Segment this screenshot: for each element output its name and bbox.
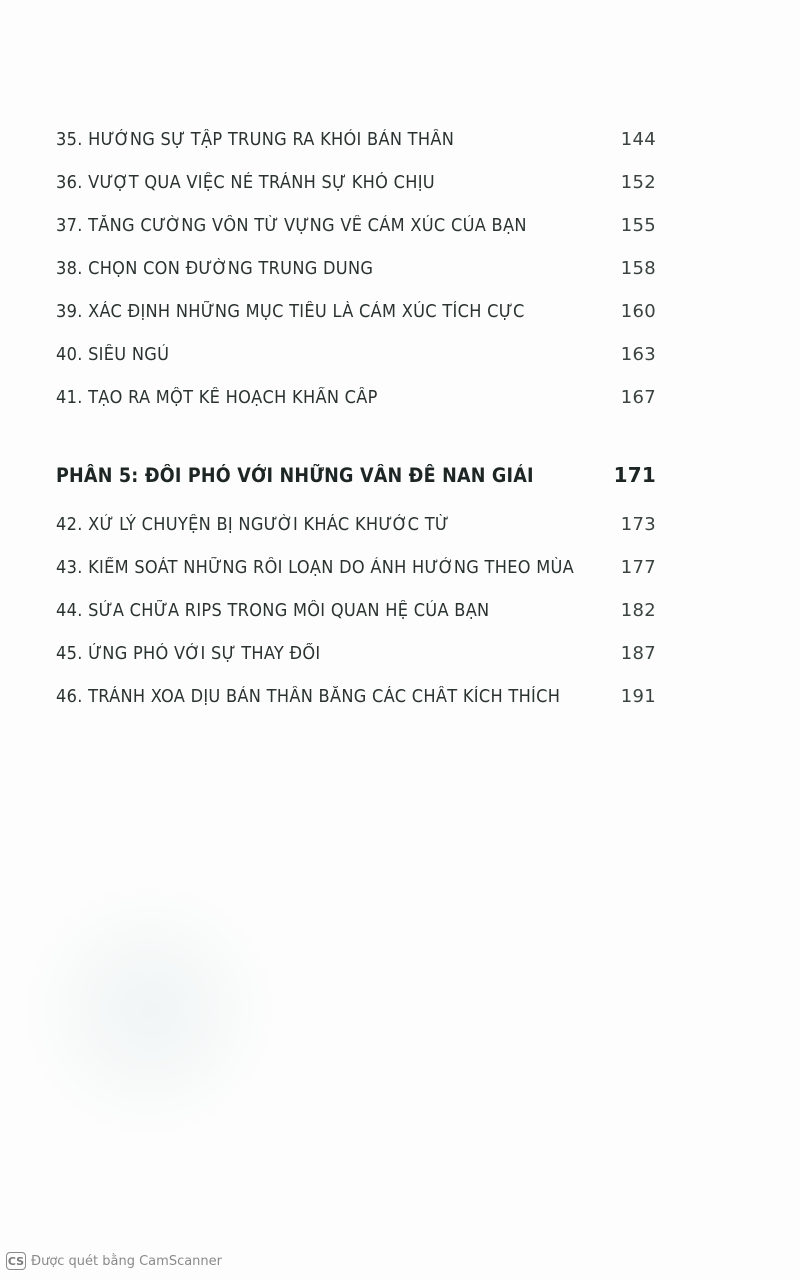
toc-entry-page: 160 [620,300,656,322]
toc-entry-page: 182 [620,599,656,621]
toc-entry-title: 38. CHỌN CON ĐƯỜNG TRUNG DUNG [56,257,374,279]
toc-entry [56,595,656,625]
toc-entry-title: 42. XỬ LÝ CHUYỆN BỊ NGƯỜI KHÁC KHƯỚC TỪ [56,513,450,535]
toc-entry-page: 152 [620,171,656,193]
toc-entry [56,509,656,539]
toc-entry-title: 35. HƯỚNG SỰ TẬP TRUNG RA KHỎI BẢN THÂN [56,128,455,150]
scanner-watermark [6,1252,222,1270]
toc-entry-title: 45. ỨNG PHÓ VỚI SỰ THAY ĐỔI [56,642,321,664]
toc-entry-page: 155 [620,214,656,236]
camscanner-logo-icon: CS [6,1252,26,1270]
toc-entry-title: 41. TẠO RA MỘT KẾ HOẠCH KHẨN CẤP [56,386,378,408]
toc-entry [56,339,656,369]
toc-entry-title: 39. XÁC ĐỊNH NHỮNG MỤC TIÊU LÀ CẢM XÚC TÍCH CỰC [56,300,525,322]
toc-entry [56,253,656,283]
toc-part-heading [56,460,656,490]
toc-part-page: 171 [613,463,656,487]
toc-entry [56,210,656,240]
toc-entry-page: 187 [620,642,656,664]
toc-entry-title: 37. TĂNG CƯỜNG VỐN TỪ VỰNG VỀ CẢM XÚC CỦA BẠN [56,214,527,236]
toc-entry-title: 46. TRÁNH XOA DỊU BẢN THÂN BẰNG CÁC CHẤT KÍCH THÍCH [56,685,561,707]
scanner-watermark-text: Được quét bằng CamScanner [31,1253,223,1269]
toc-entry-page: 191 [620,685,656,707]
toc-entry-page: 144 [620,128,656,150]
toc-entry-page: 173 [620,513,656,535]
toc-entry-title: 44. SỬA CHỮA RIPS TRONG MỐI QUAN HỆ CỦA BẠN [56,599,490,621]
toc-entry [56,382,656,412]
toc-entry [56,167,656,197]
toc-entry [56,124,656,154]
toc-entry-page: 167 [620,386,656,408]
toc-entry-title: 43. KIỂM SOÁT NHỮNG RỐI LOẠN DO ẢNH HƯỞNG THEO MÙA [56,556,575,578]
toc-entry [56,552,656,582]
toc-entry-page: 163 [620,343,656,365]
toc-entry-title: 40. SIÊU NGỦ [56,343,170,365]
toc-entry-page: 177 [620,556,656,578]
paper-smudge [20,880,280,1140]
toc-entry-page: 158 [620,257,656,279]
toc-entry-title: 36. VƯỢT QUA VIỆC NÉ TRÁNH SỰ KHÓ CHỊU [56,171,435,193]
toc-entry [56,296,656,326]
toc-entry [56,638,656,668]
toc-part-title: PHẦN 5: ĐỐI PHÓ VỚI NHỮNG VẤN ĐỀ NAN GIẢI [56,463,534,487]
toc-entry [56,681,656,711]
